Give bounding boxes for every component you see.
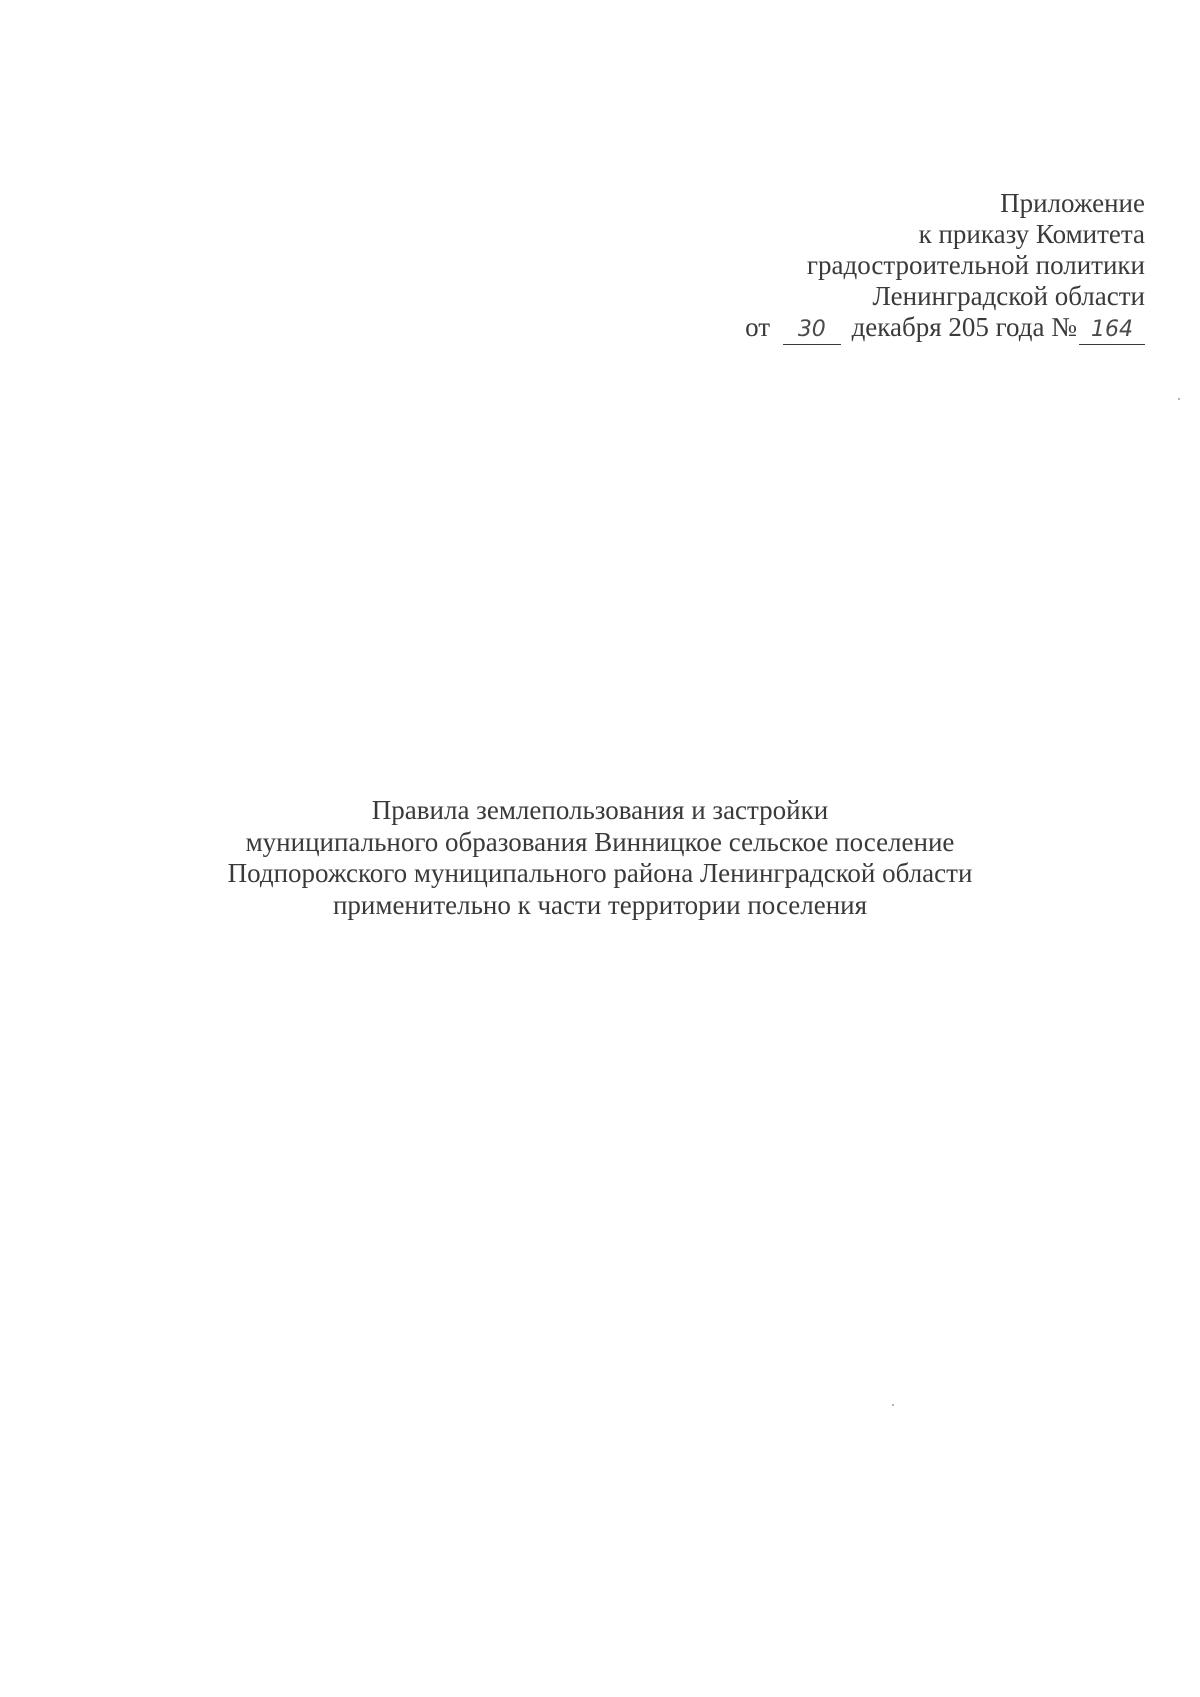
appendix-date-line bbox=[545, 312, 1145, 345]
appendix-region: Ленинградской области bbox=[872, 281, 1145, 311]
order-number-handwritten: 164 bbox=[1079, 318, 1145, 345]
appendix-committee: градостроительной политики bbox=[806, 250, 1145, 280]
date-day-handwritten: 30 bbox=[783, 318, 841, 345]
appendix-header bbox=[545, 188, 1145, 345]
title-line-2: муниципального образования Винницкое сельское поселение bbox=[245, 826, 955, 857]
scan-speck bbox=[1178, 398, 1180, 400]
date-middle: декабря 205 года № bbox=[844, 312, 1077, 342]
appendix-label: Приложение bbox=[1000, 188, 1145, 218]
date-prefix: от bbox=[745, 312, 777, 342]
title-line-4: применительно к части территории поселения bbox=[332, 889, 868, 920]
appendix-order-ref: к приказу Комитета bbox=[918, 219, 1145, 249]
document-title bbox=[0, 795, 1200, 921]
title-line-3: Подпорожского муниципального района Ленинградской области bbox=[227, 858, 973, 888]
title-line-1: Правила землепользования и застройки bbox=[371, 795, 829, 825]
scan-speck bbox=[892, 1404, 894, 1406]
